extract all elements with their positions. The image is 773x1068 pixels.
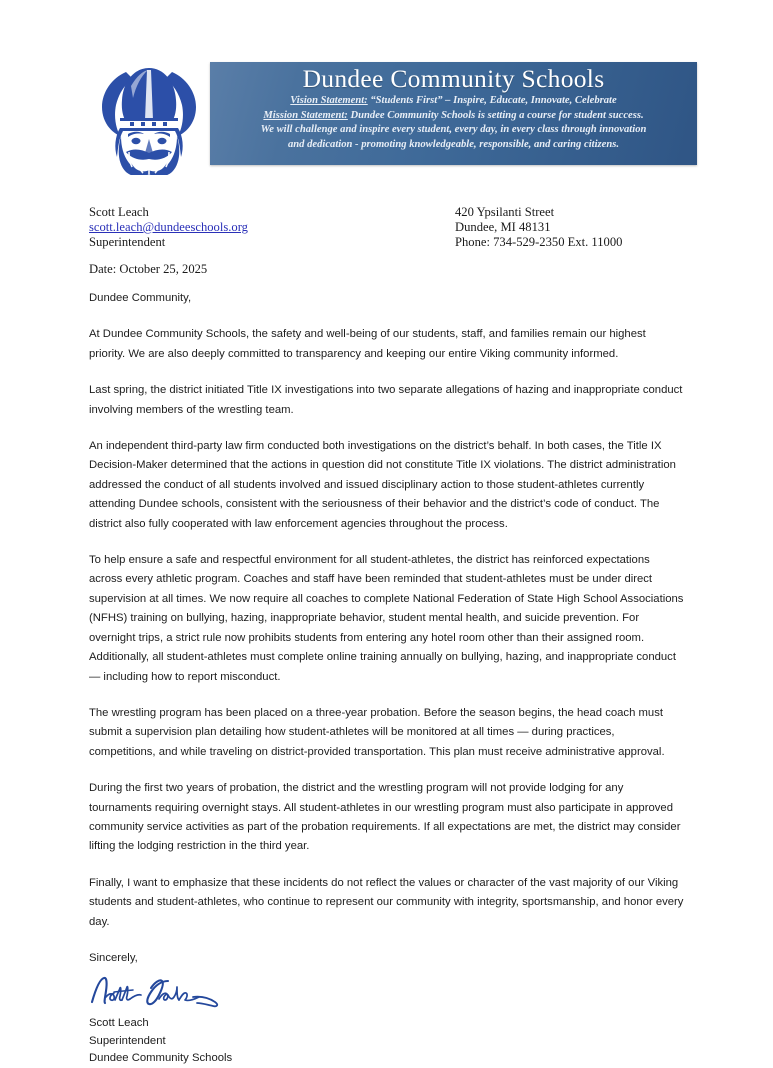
closing-name: Scott Leach bbox=[89, 1017, 149, 1030]
contact-block bbox=[0, 205, 773, 255]
address-city-state-zip: Dundee, MI 48131 bbox=[455, 219, 551, 234]
viking-mascot-logo-icon bbox=[93, 60, 205, 175]
banner-title: Dundee Community Schools bbox=[302, 64, 605, 93]
sender-email-link[interactable]: scott.leach@dundeeschools.org bbox=[89, 219, 248, 234]
body-paragraph: Last spring, the district initiated Title IX investigations into two separate allegations of hazing and inappropriate conduct involving members of the wrestling team. bbox=[89, 384, 683, 416]
mission-statement-text-1: Dundee Community Schools is setting a course for student success. bbox=[347, 109, 644, 121]
sender-block bbox=[89, 205, 248, 249]
sender-title: Superintendent bbox=[89, 234, 166, 249]
salutation: Dundee Community, bbox=[89, 292, 192, 304]
body-paragraph: An independent third-party law firm conducted both investigations on the district’s behalf. In both cases, the Title IX Decision-Maker determined that the actions in question did not constitute Title IX violations. The district administration addressed the conduct of all students involved and issued disciplinary action to those student-athletes currently attending Dundee schools, consistent with the seriousness of their behavior and the district’s code of conduct. The district also fully cooperated with law enforcement agencies throughout the process. bbox=[89, 440, 676, 530]
closing-title: Superintendent bbox=[89, 1034, 166, 1047]
address-street: 420 Ypsilanti Street bbox=[455, 205, 555, 219]
closing-organization: Dundee Community Schools bbox=[89, 1052, 233, 1065]
address-block bbox=[455, 205, 622, 249]
mission-statement-line-2: We will challenge and inspire every student, every day, in every class through innovation bbox=[260, 124, 647, 136]
district-banner bbox=[210, 62, 697, 165]
letterhead bbox=[0, 55, 773, 180]
vision-statement-text: “Students First” – Inspire, Educate, Innovate, Celebrate bbox=[367, 95, 617, 106]
mission-statement-label: Mission Statement: bbox=[263, 109, 348, 121]
sender-name: Scott Leach bbox=[89, 205, 149, 219]
body-paragraph: During the first two years of probation, the district and the wrestling program will not provide lodging for any tournaments requiring overnight stays. All student-athletes in our wrestling program must also participate in approved community service activities as part of the probation requirements. If all expectations are met, the district may consider lifting the lodging restriction in the third year. bbox=[89, 782, 681, 853]
body-paragraph: At Dundee Community Schools, the safety and well-being of our students, staff, and families remain our highest priority. We are also deeply committed to transparency and keeping our entire Viking community informed. bbox=[89, 328, 646, 360]
letter-date: Date: October 25, 2025 bbox=[89, 262, 208, 276]
closing-block bbox=[89, 949, 684, 1068]
vision-statement-label: Vision Statement: bbox=[290, 95, 368, 106]
body-paragraph: The wrestling program has been placed on a three-year probation. Before the season begins, the head coach must submit a supervision plan detailing how student-athletes will be monitored at all times — during practices, competitions, and while traveling on district-provided transportation. This plan must receive administrative approval. bbox=[89, 706, 665, 758]
body-paragraph: To help ensure a safe and respectful environment for all student-athletes, the district has reinforced expectations across every athletic program. Coaches and staff have been reminded that student-athletes must be under direct supervision at all times. We now require all coaches to complete National Federation of State High School Associations (NFHS) training on bullying, hazing, inappropriate behavior, student mental health, and suicide prevention. For overnight trips, a strict rule now prohibits students from entering any hotel room other than their assigned room. Additionally, all student-athletes must complete online training annually on bullying, hazing, and inappropriate conduct — including how to report misconduct. bbox=[89, 554, 684, 683]
handwritten-signature-image bbox=[89, 972, 239, 1012]
valediction: Sincerely, bbox=[89, 951, 138, 964]
body-paragraph: Finally, I want to emphasize that these incidents do not reflect the values or character of the vast majority of our Viking students and student-athletes, who continue to represent our community with integrity, sportsmanship, and honor every day. bbox=[89, 876, 684, 928]
mission-statement-line-3: and dedication - promoting knowledgeable, responsible, and caring citizens. bbox=[287, 138, 620, 150]
vision-statement-line bbox=[210, 94, 697, 109]
phone-number: Phone: 734-529-2350 Ext. 11000 bbox=[455, 234, 623, 249]
letter-body bbox=[89, 289, 684, 1068]
mission-statement-line-1 bbox=[210, 109, 697, 124]
